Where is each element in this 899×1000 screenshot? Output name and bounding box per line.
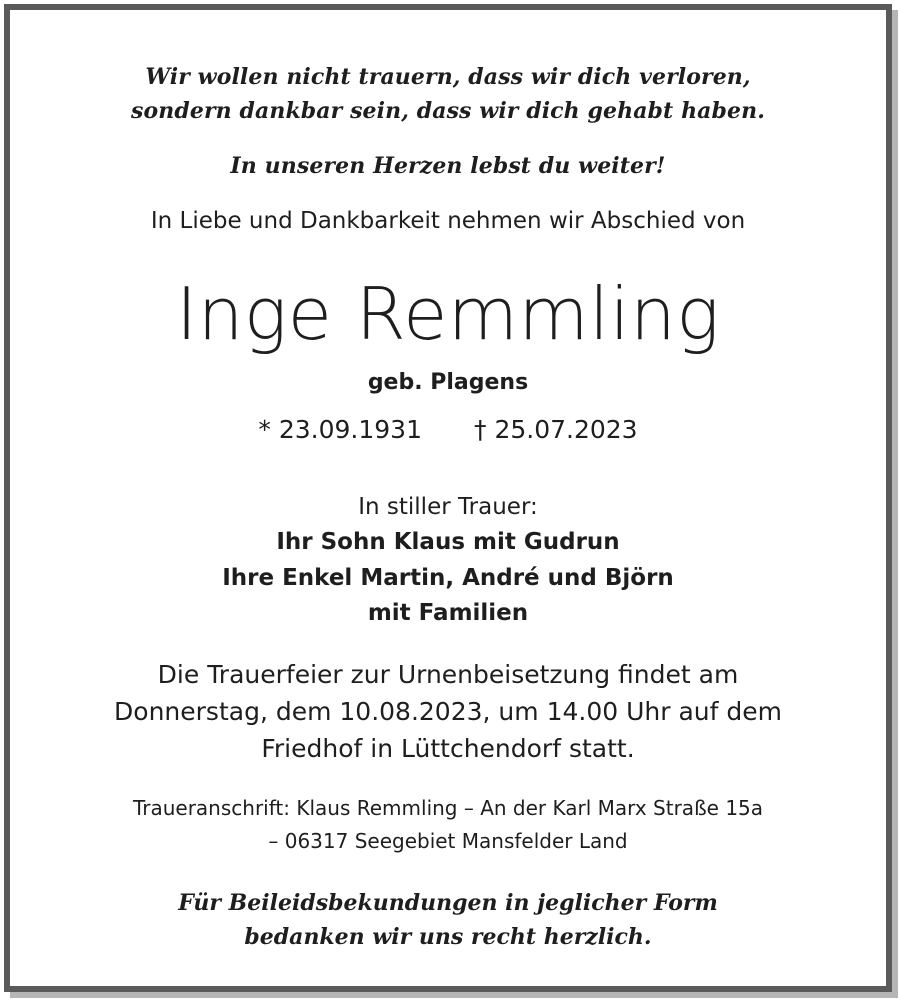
address-line-1: Traueranschrift: Klaus Remmling – An der Karl Marx Straße 15a: [132, 796, 764, 820]
mourning-heading: In stiller Trauer:: [358, 494, 538, 520]
mourner-2: Ihre Enkel Martin, André und Björn: [222, 565, 674, 591]
intro-text: In Liebe und Dankbarkeit nehmen wir Abschied von: [150, 208, 746, 234]
ceremony-line-1: Die Trauerfeier zur Urnenbeisetzung findet am: [157, 660, 739, 689]
quote-line-1: Wir wollen nicht trauern, dass wir dich verloren,: [145, 64, 751, 90]
birth-name: geb. Plagens: [367, 370, 529, 395]
ceremony-line-3: Friedhof in Lüttchendorf statt.: [261, 734, 635, 763]
thanks-line-2: bedanken wir uns recht herzlich.: [244, 924, 652, 950]
ceremony-line-2: Donnerstag, dem 10.08.2023, um 14.00 Uhr auf dem: [114, 697, 782, 726]
mourner-3: mit Familien: [367, 600, 529, 626]
obituary-content: [10, 10, 886, 986]
life-dates: [10, 415, 886, 444]
death-date: † 25.07.2023: [474, 415, 638, 444]
notice-frame: [4, 4, 892, 992]
birth-date: * 23.09.1931: [258, 415, 422, 444]
mourner-1: Ihr Sohn Klaus mit Gudrun: [276, 529, 620, 555]
address-line-2: – 06317 Seegebiet Mansfelder Land: [268, 829, 628, 853]
quote-line-3: In unseren Herzen lebst du weiter!: [230, 153, 666, 179]
quote-line-2: sondern dankbar sein, dass wir dich gehabt haben.: [131, 98, 765, 124]
thanks-line-1: Für Beileidsbekundungen in jeglicher Form: [178, 890, 718, 916]
deceased-name: Inge Remmling: [176, 272, 720, 356]
